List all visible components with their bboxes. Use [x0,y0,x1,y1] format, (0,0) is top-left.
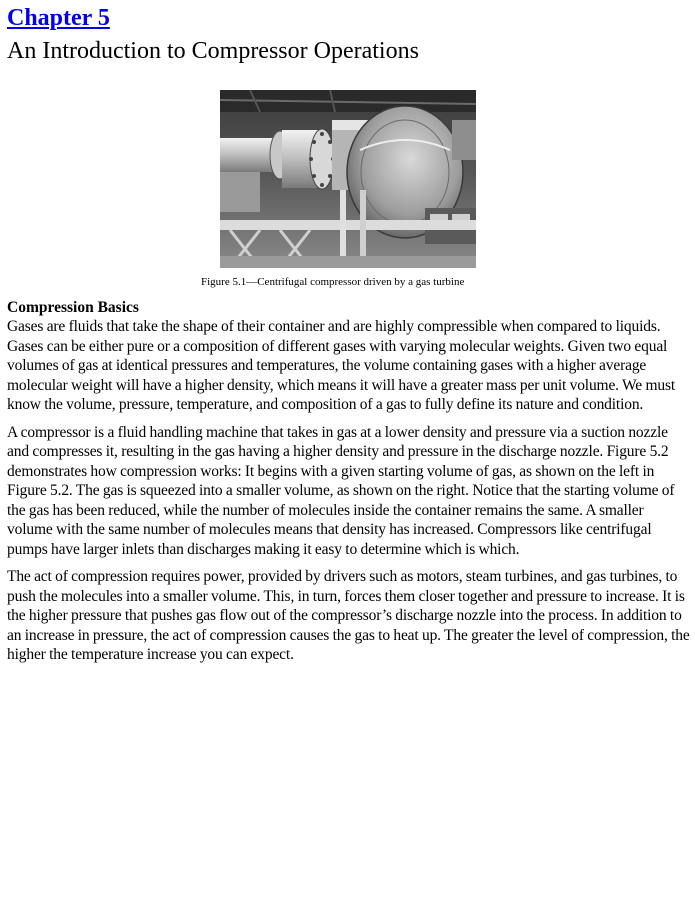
compressor-photo [220,90,476,268]
figure-5-1 [7,90,691,289]
body-paragraph-2: A compressor is a fluid handling machine that takes in gas at a lower density and pressure via a suction nozzle and compresses it, resulting in the gas having a higher density and pressure in the discharge nozzle. Figure 5.2 demonstrates how compression works: It begins with a given starting volume of gas, as shown on the left in Figure 5.2. The gas is squeezed into a smaller volume, as shown on the right. Notice that the starting volume of the gas has been reduced, while the number of molecules inside the container remains the same. A smaller volume with the same number of molecules means that density has increased. Compressors like centrifugal pumps have larger inlets than discharges making it easy to determine which is which. [7,423,675,558]
body-paragraph-3: The act of compression requires power, provided by drivers such as motors, steam turbines, and gas turbines, to push the molecules into a smaller volume. This, in turn, forces them closer together and pressure to increase. It is the higher pressure that pushes gas flow out of the compressor’s discharge nozzle into the process. In addition to an increase in pressure, the act of compression causes the gas to heat up. The greater the level of compression, the higher the temperature increase you can expect. [7,568,690,663]
figure-caption: Figure 5.1—Centrifugal compressor driven by a gas turbine [201,276,465,288]
chapter-title: An Introduction to Compressor Operations [7,38,419,64]
document-page [7,4,691,673]
chapter-link[interactable]: Chapter 5 [7,5,110,31]
section-heading: Compression Basics [7,299,139,316]
body-paragraph-1: Gases are fluids that take the shape of their container and are highly compressible when compared to liquids. Gases can be either pure or a composition of different gases with varying molecular weights. Given two equal volumes of gas at identical pressures and temperatures, the volume containing gases with a higher average molecular weight will have a higher density, which means it will have a greater mass per unit volume. We must know the volume, pressure, temperature, and composition of a gas to fully define its nature and condition. [7,318,675,413]
compressor-photo-illustration [220,90,476,268]
